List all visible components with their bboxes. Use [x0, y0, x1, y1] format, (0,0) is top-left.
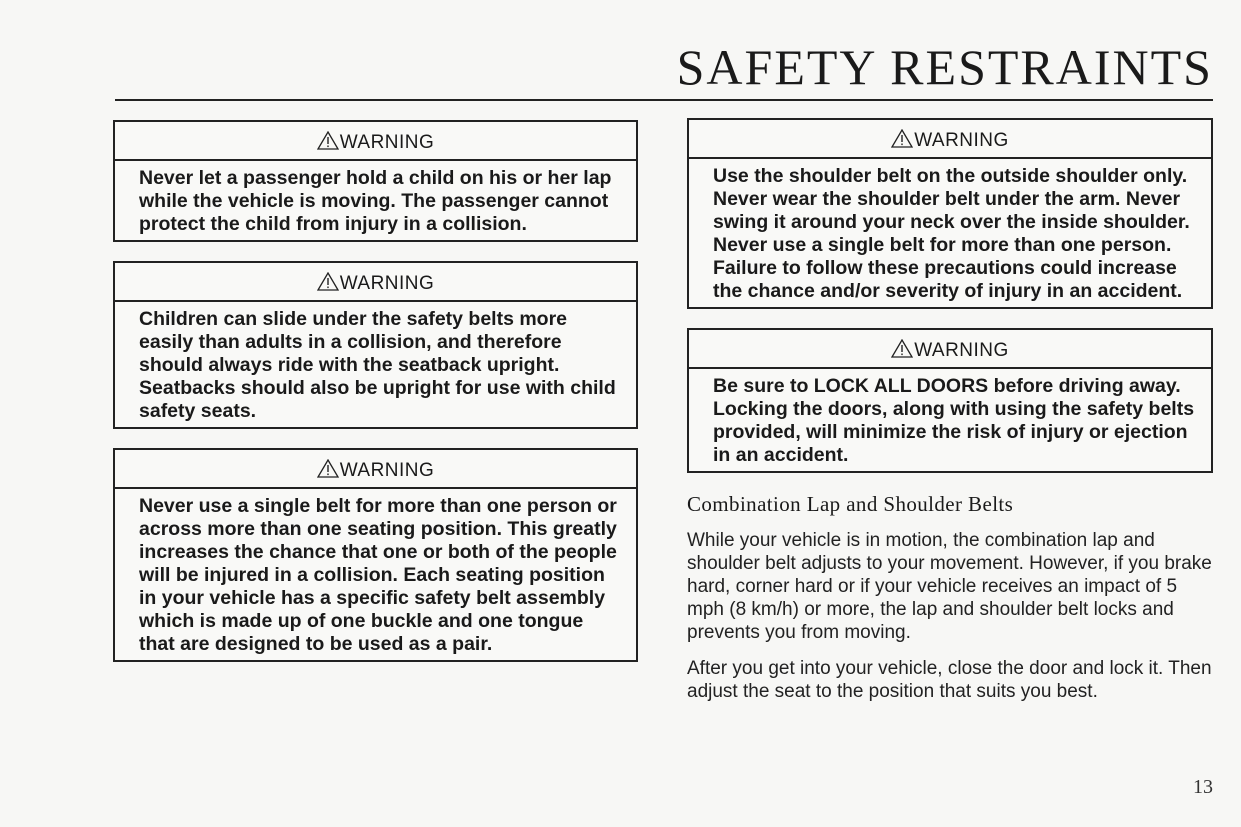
body-paragraph: While your vehicle is in motion, the combination lap and shoulder belt adjusts to your movement. However, if you brake hard, corner hard or if your vehicle receives an impact of 5 mph (8 km/h) or more, the lap and shoulder belt locks and prevents you from moving. — [687, 530, 1212, 643]
warning-header — [115, 263, 636, 302]
warning-box — [113, 448, 638, 662]
warning-box — [113, 120, 638, 242]
page-title: SAFETY RESTRAINTS — [676, 39, 1213, 95]
warning-header — [115, 122, 636, 161]
warning-box — [113, 261, 638, 429]
body-paragraph: After you get into your vehicle, close the door and lock it. Then adjust the seat to the position that suits you best. — [687, 658, 1212, 702]
warning-triangle-icon — [317, 459, 339, 484]
warning-header — [115, 450, 636, 489]
warning-label: WARNING — [914, 340, 1009, 361]
warning-box — [687, 118, 1213, 309]
warning-label: WARNING — [339, 132, 435, 153]
warning-label: WARNING — [914, 130, 1009, 151]
header-rule — [115, 99, 1213, 101]
warning-label: WARNING — [339, 273, 435, 294]
warning-header — [689, 330, 1211, 369]
warning-text: Use the shoulder belt on the outside shoulder only. Never wear the shoulder belt under the arm. Never swing it around your neck over the inside shoulder. Never use a single belt for more than one person. Failure to follow these precautions could increase the chance and/or severity of injury in an accident. — [713, 165, 1190, 302]
right-column — [687, 118, 1213, 716]
warning-text: Be sure to LOCK ALL DOORS before driving away. Locking the doors, along with using the safety belts provided, will minimize the risk of injury or ejection in an accident. — [713, 375, 1195, 466]
warning-text: Never use a single belt for more than one person or across more than one seating position. This greatly increases the chance that one or both of the people will be injured in a collision. Each seating position in your vehicle has a specific safety belt assembly which is made up of one buckle and one tongue that are designed to be used as a pair. — [139, 495, 617, 655]
warning-triangle-icon — [317, 272, 339, 297]
warning-text: Never let a passenger hold a child on his or her lap while the vehicle is moving. The passenger cannot protect the child from injury in a collision. — [139, 167, 612, 235]
warning-triangle-icon — [891, 129, 913, 154]
warning-header — [689, 120, 1211, 159]
warning-label: WARNING — [339, 460, 435, 481]
warning-triangle-icon — [317, 131, 339, 156]
section-heading: Combination Lap and Shoulder Belts — [687, 492, 1014, 516]
left-column — [113, 120, 638, 681]
warning-text: Children can slide under the safety belts more easily than adults in a collision, and therefore should always ride with the seatback upright. Seatbacks should also be upright for use with child safety seats. — [139, 308, 616, 422]
warning-triangle-icon — [891, 339, 913, 364]
page-number: 13 — [1193, 776, 1213, 798]
warning-box — [687, 328, 1213, 473]
